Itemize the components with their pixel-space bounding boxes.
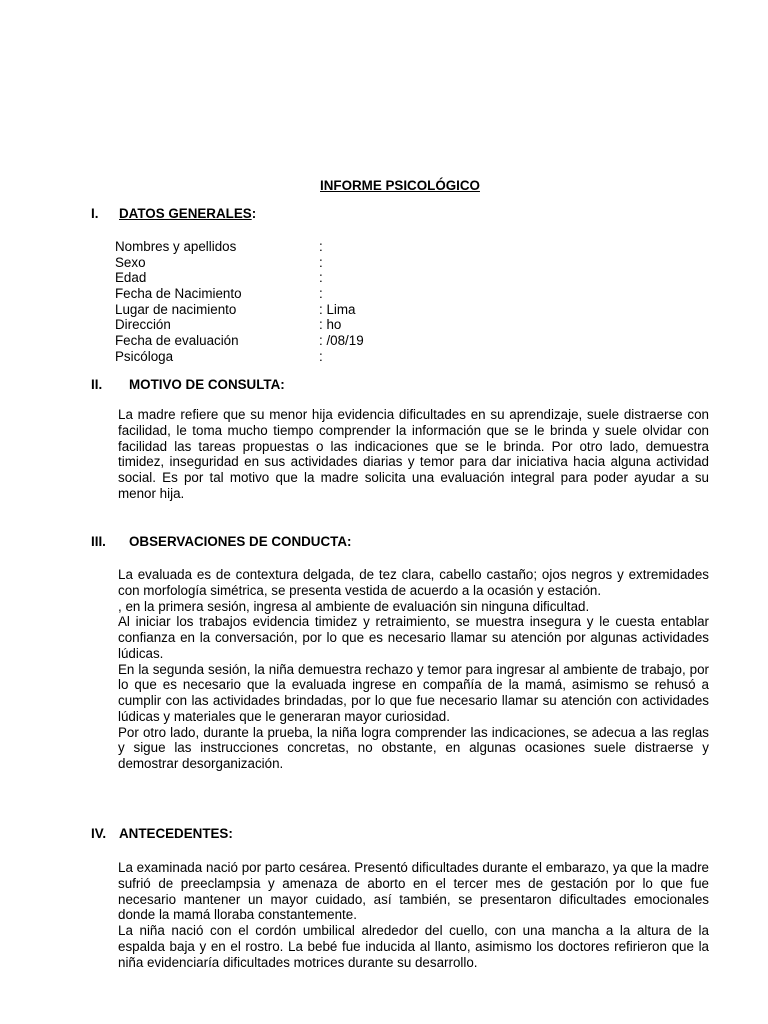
paragraph: La madre refiere que su menor hija evidencia dificultades en su aprendizaje, suele distraerse con facilidad, le toma mucho tiempo comprender la información que se le brinda y suele olvidar con facilidad las tareas propuestas o las indicaciones que se le brinda. Por otro lado, demuestra timidez, inseguridad en sus actividades diarias y temor para dar iniciativa hacia alguna actividad social. Es por tal motivo que la madre solicita una evaluación integral para poder ayudar a su menor hija.: [118, 407, 709, 501]
section-number: I.: [91, 206, 99, 221]
field-row-fecha-nacimiento: [115, 286, 515, 302]
section-heading-motivo-consulta: [91, 377, 285, 392]
field-label: Sexo: [115, 254, 146, 270]
section-number: II.: [91, 377, 103, 392]
field-label: Psicóloga: [115, 348, 174, 364]
antecedentes-text: [118, 860, 709, 970]
field-value: : Lima: [319, 301, 356, 317]
paragraph: La evaluada es de contextura delgada, de tez clara, cabello castaño; ojos negros y extremidades con morfología simétrica, se presenta vestida de acuerdo a la ocasión y estación.: [118, 567, 709, 598]
field-value: :: [319, 239, 323, 254]
field-label: Edad: [115, 270, 147, 286]
field-row-psicologa: [115, 349, 515, 365]
section-title: DATOS GENERALES: [119, 206, 252, 221]
field-row-direccion: [115, 317, 515, 333]
paragraph: Al iniciar los trabajos evidencia timidez y retraimiento, se muestra insegura y le cuesta entablar confianza en la conversación, por lo que es necesario llamar su atención por algunas actividades lúdicas.: [118, 614, 709, 661]
section-heading-antecedentes: [91, 826, 233, 841]
field-value: : ho: [319, 317, 342, 333]
field-label: Fecha de Nacimiento: [115, 286, 242, 302]
paragraph: La niña nació con el cordón umbilical alrededor del cuello, con una mancha a la altura de la espalda baja y en el rostro. La bebé fue inducida al llanto, asimismo los doctores refirieron que la niña evidenciaría dificultades motrices durante su desarrollo.: [118, 923, 709, 970]
section-heading-observaciones: [91, 534, 351, 549]
section-title: ANTECEDENTES:: [119, 826, 233, 841]
section-title: MOTIVO DE CONSULTA:: [129, 377, 285, 392]
field-row-fecha-evaluacion: [115, 333, 515, 349]
field-value: :: [319, 286, 323, 302]
field-label: Nombres y apellidos: [115, 239, 237, 254]
paragraph: Por otro lado, durante la prueba, la niña logra comprender las indicaciones, se adecua a las reglas y sigue las instrucciones concretas, no obstante, en algunas ocasiones suele distraerse y demostrar desorganización.: [118, 724, 709, 771]
field-row-sexo: [115, 255, 515, 271]
paragraph: La examinada nació por parto cesárea. Presentó dificultades durante el embarazo, ya que la madre sufrió de preeclampsia y amenaza de aborto en el tercer mes de gestación por lo que fue necesario mantener un mayor cuidado, así también, se presentaron dificultades emocionales donde la mamá lloraba constantemente.: [118, 860, 709, 923]
section-number: IV.: [91, 826, 107, 841]
field-label: Lugar de nacimiento: [115, 301, 237, 317]
page-title: INFORME PSICOLÓGICO: [320, 178, 480, 193]
field-value: : /08/19: [319, 333, 364, 349]
observaciones-text: [118, 567, 709, 772]
field-label: Dirección: [115, 317, 171, 333]
general-data-fields: [115, 239, 515, 365]
motivo-consulta-text: [118, 407, 709, 502]
paragraph: , en la primera sesión, ingresa al ambiente de evaluación sin ninguna dificultad.: [118, 598, 590, 614]
field-row-nombres: [115, 239, 515, 255]
field-value: :: [319, 348, 323, 364]
section-number: III.: [91, 534, 106, 549]
section-title: OBSERVACIONES DE CONDUCTA:: [129, 534, 352, 549]
field-value: :: [319, 270, 323, 286]
field-label: Fecha de evaluación: [115, 333, 239, 349]
section-title-colon: :: [251, 206, 257, 221]
field-row-edad: [115, 270, 515, 286]
field-value: :: [319, 254, 323, 270]
field-row-lugar-nacimiento: [115, 302, 515, 318]
paragraph: En la segunda sesión, la niña demuestra rechazo y temor para ingresar al ambiente de trabajo, por lo que es necesario que la evaluada ingrese en compañía de la mamá, asimismo se rehusó a cumplir con las actividades brindadas, por lo que fue necesario llamar su atención con actividades lúdicas y materiales que le generaran mayor curiosidad.: [118, 661, 709, 724]
section-heading-datos-generales: [91, 206, 256, 221]
